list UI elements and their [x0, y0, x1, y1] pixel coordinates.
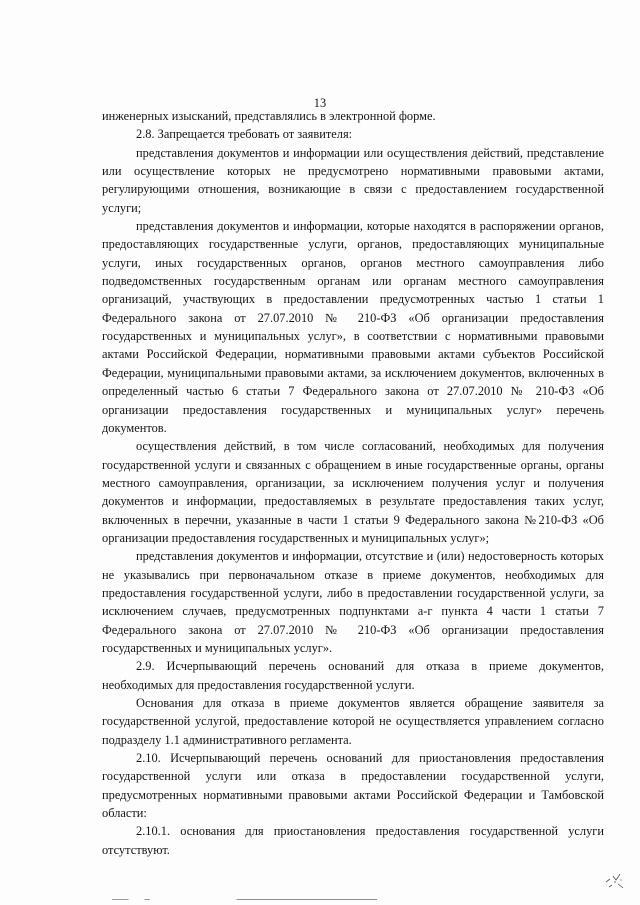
section-heading: 2.9. Исчерпывающий перечень оснований для отказа в приеме документов, необходимых для предоставления государственной услуги.	[102, 659, 604, 692]
paragraph: Основания для отказа в приеме документов является обращение заявителя за государственной услугой, предоставление которой не осуществляется управлением согласно подразделу 1.1 административного регламента.	[102, 696, 604, 747]
scan-mark-icon	[604, 868, 626, 892]
paragraph: представления документов и информации, которые находятся в распоряжении органов, предоставляющих государственные услуги, органов, предоставляющих муниципальные услуги, иных государственных органов, органов местного самоуправления либо подведомственных государственным органам или органам местного самоуправления организаций, участвующих в предоставлении предусмотренных частью 1 статьи 1 Федерального закона от 27.07.2010 № 210-ФЗ «Об организации предоставления государственных и муниципальных услуг», в соответствии с нормативными правовыми актами Российской Федерации, нормативными правовыми актами субъектов Российской Федерации, муниципальными правовыми актами, за исключением документов, включенных в определенный частью 6 статьи 7 Федерального закона от 27.07.2010 № 210-ФЗ «Об организации предоставления государственных и муниципальных услуг» перечень документов.	[102, 219, 604, 435]
paragraph: осуществления действий, в том числе согласований, необходимых для получения государственной услуги и связанных с обращением в иные государственные органы, органы местного самоуправления, организации, за исключением получения услуг и получения документов и информации, предоставляемых в результате предоставления таких услуг, включенных в перечни, указанные в части 1 статьи 9 Федерального закона №210-ФЗ «Об организации предоставления государственных и муниципальных услуг»;	[102, 439, 604, 545]
paragraph: представления документов и информации или осуществления действий, представление или осуществление которых не предусмотрено нормативными правовыми актами, регулирующими отношения, возникающие в связи с предоставлением государственной услуги;	[102, 145, 604, 215]
paragraph: 2.8. Запрещается требовать от заявителя:	[136, 127, 353, 142]
scan-bottom-edge	[96, 899, 636, 900]
paragraph: 2.10.1. основания для приостановления предоставления государственной услуги отсутствуют.	[102, 824, 604, 857]
document-body	[102, 107, 604, 859]
paragraph: инженерных изысканий, представлялись в электронной форме.	[102, 109, 436, 123]
page-number: 13	[313, 96, 327, 110]
section-heading: 2.10. Исчерпывающий перечень оснований для приостановления предоставления государственной услуги или отказа в предоставлении государственной услуги, предусмотренных нормативными правовыми актами Российской Федерации и Тамбовской области:	[102, 751, 604, 821]
paragraph: представления документов и информации, отсутствие и (или) недостоверность которых не указывались при первоначальном отказе в приеме документов, необходимых для предоставления государственной услуги, либо в предоставлении государственной услуги, за исключением случаев, предусмотренных подпунктами а-г пункта 4 части 1 статьи 7 Федерального закона от 27.07.2010 № 210-ФЗ «Об организации предоставления государственных и муниципальных услуг».	[102, 549, 604, 655]
